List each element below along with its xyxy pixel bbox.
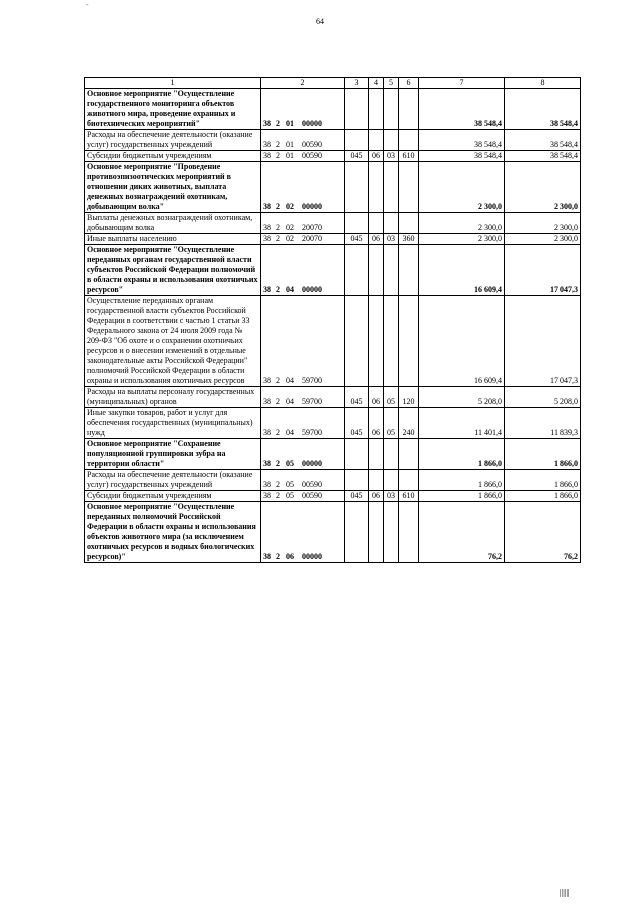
csr-part: 04 bbox=[286, 397, 294, 406]
csr-part: 59700 bbox=[302, 428, 322, 437]
row-csr-code bbox=[261, 89, 345, 130]
csr-part: 2 bbox=[276, 234, 280, 243]
table-row bbox=[85, 130, 581, 151]
page-number: 64 bbox=[316, 17, 324, 26]
row-pr: 03 bbox=[384, 491, 399, 502]
row-csr-code bbox=[261, 439, 345, 470]
row-kvr bbox=[399, 245, 419, 296]
table-row bbox=[85, 213, 581, 234]
row-amount-col8: 1 866,0 bbox=[505, 439, 581, 470]
row-kvr bbox=[399, 296, 419, 387]
row-vr bbox=[345, 89, 369, 130]
row-rz bbox=[369, 130, 384, 151]
csr-part: 38 bbox=[263, 285, 271, 294]
table-row bbox=[85, 151, 581, 162]
row-amount-col8: 5 208,0 bbox=[505, 387, 581, 408]
row-pr bbox=[384, 213, 399, 234]
row-rz: 06 bbox=[369, 151, 384, 162]
table-row bbox=[85, 296, 581, 387]
csr-part: 2 bbox=[276, 119, 280, 128]
csr-part: 20070 bbox=[302, 234, 322, 243]
table-row bbox=[85, 491, 581, 502]
row-csr-code bbox=[261, 245, 345, 296]
csr-part: 2 bbox=[276, 223, 280, 232]
row-vr bbox=[345, 245, 369, 296]
row-amount-col8: 38 548,4 bbox=[505, 130, 581, 151]
row-name: Расходы на обеспечение деятельности (оказание услуг) государственных учреждений bbox=[85, 130, 261, 151]
row-pr: 05 bbox=[384, 408, 399, 439]
csr-part: 05 bbox=[286, 459, 294, 468]
row-csr-code bbox=[261, 408, 345, 439]
csr-part: 00000 bbox=[302, 552, 322, 561]
row-pr bbox=[384, 296, 399, 387]
csr-part: 04 bbox=[286, 428, 294, 437]
row-rz bbox=[369, 439, 384, 470]
csr-part: 59700 bbox=[302, 376, 322, 385]
budget-table bbox=[84, 77, 581, 563]
row-kvr bbox=[399, 470, 419, 491]
row-name: Основное мероприятие "Проведение противоэпизоотических мероприятий в отношении диких животных, выплата денежных вознаграждений охотникам, добывающим волка" bbox=[85, 162, 261, 213]
header-cell: 2 bbox=[261, 78, 345, 89]
row-name: Субсидии бюджетным учреждениям bbox=[85, 491, 261, 502]
row-rz bbox=[369, 296, 384, 387]
row-name: Субсидии бюджетным учреждениям bbox=[85, 151, 261, 162]
row-rz bbox=[369, 162, 384, 213]
row-rz bbox=[369, 245, 384, 296]
csr-part: 38 bbox=[263, 151, 271, 160]
row-csr-code bbox=[261, 502, 345, 563]
row-name: Осуществление переданных органам государственной власти субъектов Российской Федерации в соответствии с частью 1 статьи 33 Федерального закона от 24 июля 2009 года № 209-ФЗ "Об охоте и о сохранении охотничьих ресурсов и о внесении изменений в отдельные законодательные акты Российской Федерации" полномочий Российской Федерации в области охраны и использования охотничьих ресурсов bbox=[85, 296, 261, 387]
row-kvr: 120 bbox=[399, 387, 419, 408]
header-cell: 6 bbox=[399, 78, 419, 89]
row-kvr: 360 bbox=[399, 234, 419, 245]
csr-part: 2 bbox=[276, 480, 280, 489]
row-name: Расходы на выплаты персоналу государственных (муниципальных) органов bbox=[85, 387, 261, 408]
row-pr bbox=[384, 162, 399, 213]
csr-part: 38 bbox=[263, 459, 271, 468]
csr-part: 38 bbox=[263, 119, 271, 128]
row-vr: 045 bbox=[345, 408, 369, 439]
csr-part: 2 bbox=[276, 151, 280, 160]
table-row-main-activity bbox=[85, 439, 581, 470]
csr-part: 00000 bbox=[302, 119, 322, 128]
row-name: Расходы на обеспечение деятельности (оказание услуг) государственных учреждений bbox=[85, 470, 261, 491]
csr-part: 2 bbox=[276, 459, 280, 468]
csr-part: 01 bbox=[286, 119, 294, 128]
row-vr bbox=[345, 296, 369, 387]
table-row bbox=[85, 387, 581, 408]
corner-mark: - bbox=[86, 0, 89, 9]
row-amount-col7: 1 866,0 bbox=[419, 470, 505, 491]
csr-part: 00000 bbox=[302, 202, 322, 211]
row-amount-col8: 1 866,0 bbox=[505, 491, 581, 502]
row-amount-col8: 2 300,0 bbox=[505, 162, 581, 213]
csr-part: 38 bbox=[263, 428, 271, 437]
row-rz bbox=[369, 502, 384, 563]
row-rz bbox=[369, 89, 384, 130]
row-pr bbox=[384, 470, 399, 491]
row-amount-col7: 38 548,4 bbox=[419, 151, 505, 162]
row-csr-code bbox=[261, 130, 345, 151]
row-amount-col7: 2 300,0 bbox=[419, 234, 505, 245]
row-pr: 05 bbox=[384, 387, 399, 408]
table-row-main-activity bbox=[85, 162, 581, 213]
row-amount-col8: 1 866,0 bbox=[505, 470, 581, 491]
row-amount-col7: 11 401,4 bbox=[419, 408, 505, 439]
csr-part: 2 bbox=[276, 285, 280, 294]
row-vr: 045 bbox=[345, 387, 369, 408]
row-name: Выплаты денежных вознаграждений охотникам, добывающим волка bbox=[85, 213, 261, 234]
header-cell: 1 bbox=[85, 78, 261, 89]
row-csr-code bbox=[261, 470, 345, 491]
csr-part: 38 bbox=[263, 397, 271, 406]
csr-part: 01 bbox=[286, 151, 294, 160]
row-amount-col8: 38 548,4 bbox=[505, 151, 581, 162]
csr-part: 01 bbox=[286, 140, 294, 149]
row-vr: 045 bbox=[345, 234, 369, 245]
header-cell: 7 bbox=[419, 78, 505, 89]
header-cell: 5 bbox=[384, 78, 399, 89]
csr-part: 38 bbox=[263, 140, 271, 149]
row-pr bbox=[384, 89, 399, 130]
csr-part: 38 bbox=[263, 376, 271, 385]
row-amount-col7: 2 300,0 bbox=[419, 162, 505, 213]
table-row bbox=[85, 470, 581, 491]
row-csr-code bbox=[261, 162, 345, 213]
row-pr: 03 bbox=[384, 151, 399, 162]
table-row-main-activity bbox=[85, 89, 581, 130]
csr-part: 00590 bbox=[302, 491, 322, 500]
row-kvr: 240 bbox=[399, 408, 419, 439]
csr-part: 05 bbox=[286, 491, 294, 500]
csr-part: 00000 bbox=[302, 285, 322, 294]
row-kvr: 610 bbox=[399, 491, 419, 502]
csr-part: 2 bbox=[276, 202, 280, 211]
row-vr bbox=[345, 213, 369, 234]
row-kvr bbox=[399, 130, 419, 151]
row-amount-col7: 16 609,4 bbox=[419, 296, 505, 387]
row-amount-col7: 38 548,4 bbox=[419, 89, 505, 130]
row-rz: 06 bbox=[369, 408, 384, 439]
csr-part: 20070 bbox=[302, 223, 322, 232]
row-vr bbox=[345, 470, 369, 491]
csr-part: 59700 bbox=[302, 397, 322, 406]
csr-part: 38 bbox=[263, 223, 271, 232]
row-name: Основное мероприятие "Осуществление переданных органам государственной власти субъектов Российской Федерации полномочий в области охраны и использования охотничьих ресурсов" bbox=[85, 245, 261, 296]
csr-part: 38 bbox=[263, 552, 271, 561]
table-row bbox=[85, 408, 581, 439]
csr-part: 38 bbox=[263, 202, 271, 211]
row-csr-code bbox=[261, 234, 345, 245]
csr-part: 00590 bbox=[302, 151, 322, 160]
row-amount-col7: 1 866,0 bbox=[419, 439, 505, 470]
csr-part: 02 bbox=[286, 202, 294, 211]
row-amount-col8: 11 839,3 bbox=[505, 408, 581, 439]
table-row-main-activity bbox=[85, 502, 581, 563]
row-kvr bbox=[399, 213, 419, 234]
row-csr-code bbox=[261, 491, 345, 502]
row-kvr bbox=[399, 162, 419, 213]
row-name: Иные выплаты населению bbox=[85, 234, 261, 245]
row-vr bbox=[345, 439, 369, 470]
csr-part: 38 bbox=[263, 491, 271, 500]
csr-part: 2 bbox=[276, 140, 280, 149]
row-csr-code bbox=[261, 151, 345, 162]
row-pr bbox=[384, 130, 399, 151]
csr-part: 2 bbox=[276, 491, 280, 500]
barcode: |||||| bbox=[560, 888, 570, 897]
row-name: Основное мероприятие "Осуществление переданных полномочий Российской Федерации в области охраны и использования объектов животного мира (за исключением охотничьих ресурсов и водных биологических ресурсов)" bbox=[85, 502, 261, 563]
csr-part: 2 bbox=[276, 397, 280, 406]
row-amount-col8: 2 300,0 bbox=[505, 213, 581, 234]
csr-part: 02 bbox=[286, 223, 294, 232]
row-amount-col8: 76,2 bbox=[505, 502, 581, 563]
csr-part: 38 bbox=[263, 234, 271, 243]
row-name: Основное мероприятие "Осуществление государственного мониторинга объектов животного мира, проведение охранных и биотехнических мероприятий" bbox=[85, 89, 261, 130]
row-pr bbox=[384, 502, 399, 563]
row-kvr bbox=[399, 502, 419, 563]
csr-part: 02 bbox=[286, 234, 294, 243]
row-amount-col7: 38 548,4 bbox=[419, 130, 505, 151]
row-pr bbox=[384, 245, 399, 296]
row-vr bbox=[345, 162, 369, 213]
row-csr-code bbox=[261, 296, 345, 387]
row-amount-col7: 2 300,0 bbox=[419, 213, 505, 234]
row-name: Иные закупки товаров, работ и услуг для обеспечения государственных (муниципальных) нужд bbox=[85, 408, 261, 439]
header-cell: 3 bbox=[345, 78, 369, 89]
row-pr bbox=[384, 439, 399, 470]
row-vr: 045 bbox=[345, 151, 369, 162]
table-header-row bbox=[85, 78, 581, 89]
row-amount-col8: 2 300,0 bbox=[505, 234, 581, 245]
row-kvr: 610 bbox=[399, 151, 419, 162]
row-rz bbox=[369, 213, 384, 234]
row-vr bbox=[345, 502, 369, 563]
row-csr-code bbox=[261, 387, 345, 408]
row-amount-col7: 5 208,0 bbox=[419, 387, 505, 408]
csr-part: 04 bbox=[286, 376, 294, 385]
row-kvr bbox=[399, 89, 419, 130]
csr-part: 2 bbox=[276, 552, 280, 561]
row-amount-col8: 17 047,3 bbox=[505, 245, 581, 296]
table-row bbox=[85, 234, 581, 245]
csr-part: 05 bbox=[286, 480, 294, 489]
header-cell: 4 bbox=[369, 78, 384, 89]
row-vr: 045 bbox=[345, 491, 369, 502]
csr-part: 04 bbox=[286, 285, 294, 294]
row-amount-col7: 16 609,4 bbox=[419, 245, 505, 296]
csr-part: 00590 bbox=[302, 480, 322, 489]
row-rz: 06 bbox=[369, 234, 384, 245]
row-rz bbox=[369, 470, 384, 491]
row-rz: 06 bbox=[369, 491, 384, 502]
row-rz: 06 bbox=[369, 387, 384, 408]
row-pr: 03 bbox=[384, 234, 399, 245]
row-amount-col7: 1 866,0 bbox=[419, 491, 505, 502]
row-vr bbox=[345, 130, 369, 151]
row-csr-code bbox=[261, 213, 345, 234]
row-name: Основное мероприятие "Сохранение популяционной группировки зубра на территории области" bbox=[85, 439, 261, 470]
csr-part: 38 bbox=[263, 480, 271, 489]
csr-part: 06 bbox=[286, 552, 294, 561]
row-amount-col7: 76,2 bbox=[419, 502, 505, 563]
header-cell: 8 bbox=[505, 78, 581, 89]
row-amount-col8: 38 548,4 bbox=[505, 89, 581, 130]
row-kvr bbox=[399, 439, 419, 470]
row-amount-col8: 17 047,3 bbox=[505, 296, 581, 387]
csr-part: 2 bbox=[276, 428, 280, 437]
table-row-main-activity bbox=[85, 245, 581, 296]
csr-part: 00000 bbox=[302, 459, 322, 468]
csr-part: 00590 bbox=[302, 140, 322, 149]
csr-part: 2 bbox=[276, 376, 280, 385]
